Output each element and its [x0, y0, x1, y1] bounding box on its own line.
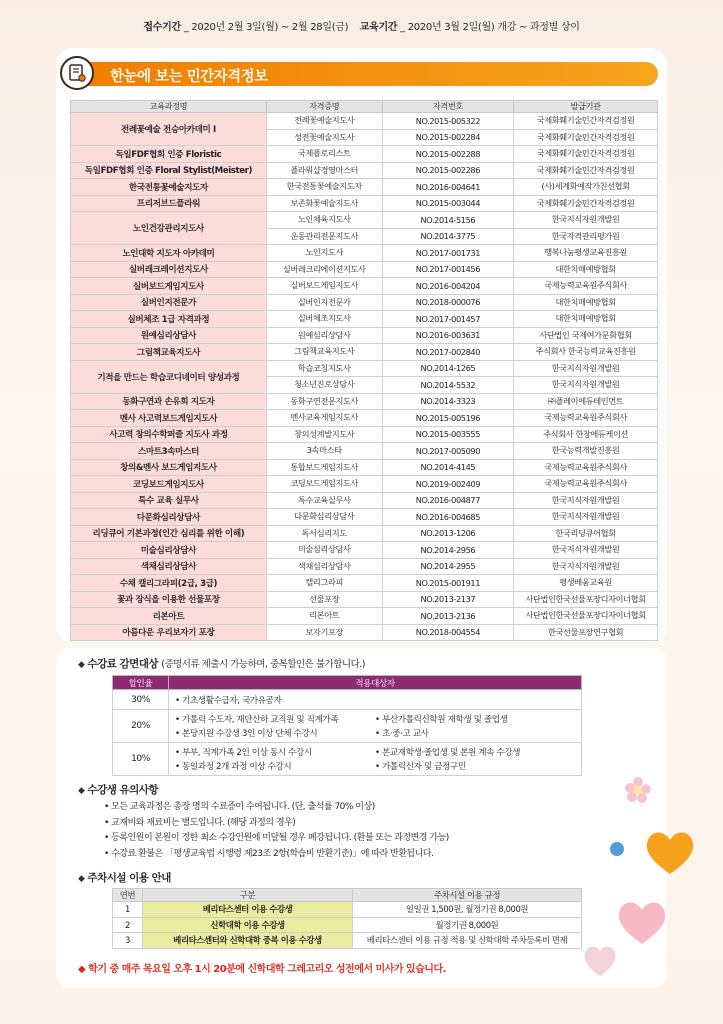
parking-table-body [113, 902, 582, 949]
certificate-number-cell: NO.2014-2955 [382, 558, 514, 575]
issuer-cell: 국제화훼기술민간자격검정원 [514, 162, 658, 179]
course-name-cell: 그림책교육지도사 [71, 344, 267, 361]
certificate-number-cell: NO.2017-001731 [382, 245, 514, 262]
table-row [71, 393, 658, 410]
table-row [71, 509, 658, 526]
issuer-cell: 사단법인한국선물포장디자이너협회 [514, 591, 658, 608]
edu-period: _ 2020년 3월 2일(월) 개강 ~ 과정별 상이 [400, 22, 580, 33]
issuer-cell: 국제화훼기술민간자격검정원 [514, 195, 658, 212]
certificate-table [70, 100, 658, 641]
discount-row [113, 710, 582, 743]
certificate-number-cell: NO.2017-001456 [382, 261, 514, 278]
certificate-name-cell: 창의성계발지도사 [266, 426, 382, 443]
table-row [71, 608, 658, 625]
discount-header-rate: 할인율 [113, 676, 169, 690]
certificate-number-cell: NO.2013-1206 [382, 525, 514, 542]
certificate-name-cell: 전례꽃예술지도사 [266, 113, 382, 130]
certificate-name-cell: 리본아트 [266, 608, 382, 625]
table-row [71, 195, 658, 212]
course-name-cell: 한국전통꽃예술지도자 [71, 179, 267, 196]
issuer-cell: 국제화훼기술민간자격검정원 [514, 129, 658, 146]
discount-target-cell [169, 710, 582, 743]
table-row [71, 542, 658, 559]
table-header-cell: 발급기관 [514, 101, 658, 113]
discount-heading [78, 656, 365, 671]
table-row [71, 492, 658, 509]
issuer-cell: 행복나눔평생교육진흥원 [514, 245, 658, 262]
certificate-name-cell: 보존화꽃예술지도사 [266, 195, 382, 212]
certificate-name-cell: 운동관리전문지도사 [266, 228, 382, 245]
certificate-name-cell: 청소년진로상담사 [266, 377, 382, 394]
diamond-icon: ◆ [78, 660, 85, 670]
certificate-number-cell: NO.2015-005196 [382, 410, 514, 427]
diamond-icon: ◆ [78, 874, 85, 884]
certificate-number-cell: NO.2013-2136 [382, 608, 514, 625]
discount-row [113, 690, 582, 710]
course-name-cell: 멘사 사고력보드게임지도사 [71, 410, 267, 427]
course-name-cell: 꽃과 장식을 이용한 선물포장 [71, 591, 267, 608]
edu-label: 교육기간 [359, 22, 398, 33]
certificate-name-cell: 원예심리상담사 [266, 327, 382, 344]
issuer-cell: 한국능력개발진흥원 [514, 443, 658, 460]
course-name-cell: 수채 캘리그라피(2급, 3급) [71, 575, 267, 592]
certificate-name-cell: 노인체육지도사 [266, 212, 382, 229]
parking-row [113, 902, 582, 918]
course-name-cell: 노인건강관리지도사 [71, 212, 267, 245]
certificate-number-cell: NO.2017-002840 [382, 344, 514, 361]
certificate-number-cell: NO.2015-002284 [382, 129, 514, 146]
table-row [71, 575, 658, 592]
table-row [71, 476, 658, 493]
course-name-cell: 프리저브드플라워 [71, 195, 267, 212]
course-name-cell: 실버인지전문가 [71, 294, 267, 311]
section-banner [70, 62, 658, 86]
table-header-cell: 자격증명 [266, 101, 382, 113]
certificate-number-cell: NO.2016-004204 [382, 278, 514, 295]
notes-heading [78, 782, 158, 797]
note-item: • 교재비와 재료비는 별도입니다. (해당 과정의 경우) [104, 817, 296, 828]
course-name-cell: 아름다운 우리보자기 포장 [71, 624, 267, 641]
parking-type-cell: 신학대학 이용 수강생 [143, 917, 353, 933]
course-name-cell: 실버체조 1급 자격과정 [71, 311, 267, 328]
parking-header-type: 구분 [143, 889, 353, 902]
discount-target-cell [169, 743, 582, 776]
table-row [71, 426, 658, 443]
certificate-number-cell: NO.2015-002288 [382, 146, 514, 163]
discount-target-item: • 본교재학생·졸업생 및 본원 계속 수강생 [375, 748, 521, 758]
table-row [71, 410, 658, 427]
issuer-cell: 한국지식자원개발원 [514, 558, 658, 575]
issuer-cell: 국제화훼기술민간자격검정원 [514, 113, 658, 130]
certificate-name-cell: 선물포장 [266, 591, 382, 608]
certificate-name-cell: 통합보드게임지도사 [266, 459, 382, 476]
table-row [71, 344, 658, 361]
issuer-cell: 대한치매예방협회 [514, 294, 658, 311]
discount-target-item: • 가톨릭신자 및 금정구민 [375, 762, 466, 772]
parking-title: 주차시설 이용 안내 [87, 872, 171, 884]
parking-heading [78, 870, 171, 885]
issuer-cell: (사)세계화예작가친선협회 [514, 179, 658, 196]
parking-type-cell: 베리타스센터 이용 수강생 [143, 902, 353, 918]
discount-target-item: • 가톨릭 수도자, 재단산하 교직원 및 직계가족 [175, 715, 339, 725]
notes-list [104, 800, 449, 862]
discount-target-item: • 부부, 직계가족 2인 이상 동시 수강시 [175, 748, 312, 758]
parking-header-rule: 주차시설 이용 규정 [353, 889, 582, 902]
period-line [0, 18, 723, 33]
discount-target-item: • 기초생활수급자, 국가유공자 [175, 695, 282, 706]
mass-notice: ◆ 학기 중 매주 목요일 오후 1시 20분에 신학대학 그레고리오 성전에서 미사가 있습니다. [78, 964, 446, 975]
parking-row [113, 933, 582, 949]
certificate-number-cell: NO.2019-002409 [382, 476, 514, 493]
table-row [71, 212, 658, 229]
table-row [71, 459, 658, 476]
discount-row [113, 743, 582, 776]
course-name-cell: 실버레크레이션지도사 [71, 261, 267, 278]
issuer-cell: 한국지식자원개발원 [514, 377, 658, 394]
table-row [71, 278, 658, 295]
table-header-cell: 교육과정명 [71, 101, 267, 113]
certificate-name-cell: 보자기포장 [266, 624, 382, 641]
course-name-cell: 창의&멘사 보드게임지도사 [71, 459, 267, 476]
certificate-name-cell: 캘리그라피 [266, 575, 382, 592]
course-name-cell: 색채심리상담사 [71, 558, 267, 575]
certificate-number-cell: NO.2016-004877 [382, 492, 514, 509]
certificate-number-cell: NO.2014-5156 [382, 212, 514, 229]
issuer-cell: 사단법인한국선물포장디자이너협회 [514, 608, 658, 625]
certificate-number-cell: NO.2014-5532 [382, 377, 514, 394]
table-row [71, 294, 658, 311]
table-row [71, 327, 658, 344]
certificate-name-cell: 학습코칭지도사 [266, 360, 382, 377]
issuer-cell: 주식회사 한국능력교육진흥원 [514, 344, 658, 361]
certificate-name-cell: 노인지도사 [266, 245, 382, 262]
certificate-number-cell: NO.2016-004641 [382, 179, 514, 196]
table-row [71, 360, 658, 377]
diamond-icon: ◆ [78, 786, 85, 796]
course-name-cell: 원예심리상담사 [71, 327, 267, 344]
parking-no-cell: 1 [113, 902, 143, 918]
table-row [71, 558, 658, 575]
parking-type-cell: 베리타스센터와 신학대학 중복 이용 수강생 [143, 933, 353, 949]
certificate-number-cell: NO.2015-005322 [382, 113, 514, 130]
issuer-cell: 한국선물포장연구협회 [514, 624, 658, 641]
certificate-number-cell: NO.2014-3323 [382, 393, 514, 410]
certificate-name-cell: 그림책교육지도사 [266, 344, 382, 361]
course-name-cell: 전례꽃예술 전승아카데미 Ⅰ [71, 113, 267, 146]
issuer-cell: 주식회사 한창에듀케이션 [514, 426, 658, 443]
issuer-cell: 한국지식자원개발원 [514, 509, 658, 526]
note-item: • 등록인원이 본원이 정한 최소 수강인원에 미달될 경우 폐강됩니다. (환불 또는 과정변경 가능) [104, 833, 449, 843]
issuer-cell: 한국리딩큐어협회 [514, 525, 658, 542]
note-item: • 모든 교육과정은 총장 명의 수료증이 수여됩니다. (단, 출석률 70% 이상) [104, 802, 375, 812]
issuer-cell: 사단법인 국제여가문화협회 [514, 327, 658, 344]
certificate-table-header [71, 101, 658, 113]
certificate-name-cell: 실버인지전문가 [266, 294, 382, 311]
heart-pink-icon [612, 890, 672, 950]
discount-target-item: • 동일과정 2개 과정 이상 수강시 [175, 762, 292, 772]
certificate-name-cell: 국제플로리스트 [266, 146, 382, 163]
table-row [71, 443, 658, 460]
certificate-name-cell: 미술심리상담사 [266, 542, 382, 559]
certificate-number-cell: NO.2015-003555 [382, 426, 514, 443]
course-name-cell: 독일FDF협회 인증 Floral Stylist(Meister) [71, 162, 267, 179]
certificate-name-cell: 성전꽃예술지도사 [266, 129, 382, 146]
course-name-cell: 노인대학 지도자 아카데미 [71, 245, 267, 262]
discount-table-body [113, 690, 582, 776]
issuer-cell: 국제능력교육원주식회사 [514, 476, 658, 493]
notes-title: 수강생 유의사항 [87, 784, 159, 796]
table-header-cell: 자격번호 [382, 101, 514, 113]
certificate-name-cell: 실버체조지도사 [266, 311, 382, 328]
discount-header-target: 적용대상자 [169, 676, 582, 690]
certificate-number-cell: NO.2018-004554 [382, 624, 514, 641]
certificate-number-cell: NO.2015-001911 [382, 575, 514, 592]
course-name-cell: 기적을 만드는 학습코디네이터 양성과정 [71, 360, 267, 393]
discount-table [112, 675, 582, 776]
certificate-name-cell: 실버레크리에이션지도사 [266, 261, 382, 278]
table-row [71, 624, 658, 641]
certificate-table-body [71, 113, 658, 641]
discount-subtitle: (증명서류 제출시 가능하며, 중복할인은 불가합니다.) [161, 659, 365, 670]
certificate-name-cell: 플라워샵경영마스터 [266, 162, 382, 179]
issuer-cell: 평생배움교육원 [514, 575, 658, 592]
certificate-name-cell: 3속마스타 [266, 443, 382, 460]
discount-target-item: • 부산가톨릭신학원 재학생 및 졸업생 [375, 715, 508, 725]
course-name-cell: 특수 교육 실무사 [71, 492, 267, 509]
table-row [71, 245, 658, 262]
certificate-name-cell: 한국전통꽃예술지도자 [266, 179, 382, 196]
issuer-cell: 한국지식자원개발원 [514, 212, 658, 229]
certificate-number-cell: NO.2014-1265 [382, 360, 514, 377]
banner-title: 한눈에 보는 민간자격정보 [110, 69, 268, 85]
table-row [71, 261, 658, 278]
course-name-cell: 동화구연과 손유희 지도자 [71, 393, 267, 410]
issuer-cell: 국제능력교육원주식회사 [514, 410, 658, 427]
certificate-number-cell: NO.2016-004685 [382, 509, 514, 526]
table-row [71, 146, 658, 163]
parking-table [112, 888, 582, 949]
table-row [71, 311, 658, 328]
parking-rule-cell: 일일권 1,500원, 월정기권 8,000원 [353, 902, 582, 918]
note-item: • 수강료 환불은 「평생교육법 시행령 제23조 2항(학습비 반환기준)」에 따라 반환됩니다. [104, 848, 434, 859]
flower-decoration-icon [618, 770, 658, 810]
course-name-cell: 미술심리상담사 [71, 542, 267, 559]
course-name-cell: 코딩보드게임지도사 [71, 476, 267, 493]
issuer-cell: 국제능력교육원주식회사 [514, 278, 658, 295]
course-name-cell: 사고력 창의수학퍼즐 지도사 과정 [71, 426, 267, 443]
parking-rule-cell: 월정기권 8,000원 [353, 917, 582, 933]
table-row [71, 113, 658, 130]
discount-rate-cell: 10% [113, 743, 169, 776]
certificate-number-cell: NO.2015-002286 [382, 162, 514, 179]
issuer-cell: 국제화훼기술민간자격검정원 [514, 146, 658, 163]
issuer-cell: 한국자격관리평가원 [514, 228, 658, 245]
parking-row [113, 917, 582, 933]
discount-target-item: • 본당지원 수강생 3인 이상 단체 수강시 [175, 729, 318, 739]
certificate-number-cell: NO.2018-000076 [382, 294, 514, 311]
issuer-cell: 한국지식자원개발원 [514, 492, 658, 509]
certificate-number-cell: NO.2014-3775 [382, 228, 514, 245]
discount-title: 수강료 감면대상 [87, 658, 159, 670]
issuer-cell: 대한치매예방협회 [514, 261, 658, 278]
certificate-name-cell: 멘사교육게임지도사 [266, 410, 382, 427]
course-name-cell: 리딩큐어 기본과정(인간 심리를 위한 이해) [71, 525, 267, 542]
certificate-number-cell: NO.2016-003631 [382, 327, 514, 344]
certificate-number-cell: NO.2013-2137 [382, 591, 514, 608]
discount-target-item: • 초·중·고 교사 [375, 729, 429, 739]
parking-rule-cell: 베리타스센터 이용 규정 적용 및 신학대학 주차등록비 면제 [353, 933, 582, 949]
table-row [71, 525, 658, 542]
issuer-cell: 한국지식자원개발원 [514, 360, 658, 377]
certificate-name-cell: 특수교육실무사 [266, 492, 382, 509]
heart-light-icon [580, 940, 620, 980]
parking-no-cell: 3 [113, 933, 143, 949]
issuer-cell: ㈜플레이에듀테인먼트 [514, 393, 658, 410]
certificate-name-cell: 색채심리상담사 [266, 558, 382, 575]
apply-period: _ 2020년 2월 3일(월) ~ 2월 28일(금) [183, 22, 349, 33]
heart-orange-icon [640, 822, 700, 882]
table-row [71, 179, 658, 196]
course-name-cell: 독일FDF협회 인증 Floristic [71, 146, 267, 163]
table-row [71, 162, 658, 179]
course-name-cell: 실버보드게임지도사 [71, 278, 267, 295]
issuer-cell: 국제능력교육원주식회사 [514, 459, 658, 476]
discount-rate-cell: 30% [113, 690, 169, 710]
certificate-number-cell: NO.2015-003044 [382, 195, 514, 212]
certificate-number-cell: NO.2014-4145 [382, 459, 514, 476]
certificate-name-cell: 독서심리지도 [266, 525, 382, 542]
certificate-number-cell: NO.2017-005090 [382, 443, 514, 460]
issuer-cell: 대한치매예방협회 [514, 311, 658, 328]
certificate-number-cell: NO.2014-2956 [382, 542, 514, 559]
parking-header-no: 연번 [113, 889, 143, 902]
course-name-cell: 스마트3속마스터 [71, 443, 267, 460]
table-row [71, 591, 658, 608]
discount-rate-cell: 20% [113, 710, 169, 743]
certificate-icon [60, 56, 94, 90]
certificate-name-cell: 실버보드게임지도사 [266, 278, 382, 295]
certificate-number-cell: NO.2017-001457 [382, 311, 514, 328]
discount-target-cell [169, 690, 582, 710]
certificate-name-cell: 다문화심리상담사 [266, 509, 382, 526]
course-name-cell: 다문화심리상담사 [71, 509, 267, 526]
course-name-cell: 리본아트 [71, 608, 267, 625]
issuer-cell: 한국지식자원개발원 [514, 542, 658, 559]
certificate-name-cell: 코딩보드게임지도사 [266, 476, 382, 493]
apply-label: 접수기간 [143, 22, 181, 33]
parking-no-cell: 2 [113, 917, 143, 933]
bead-blue-icon [608, 840, 626, 858]
certificate-name-cell: 동화구연전문지도사 [266, 393, 382, 410]
